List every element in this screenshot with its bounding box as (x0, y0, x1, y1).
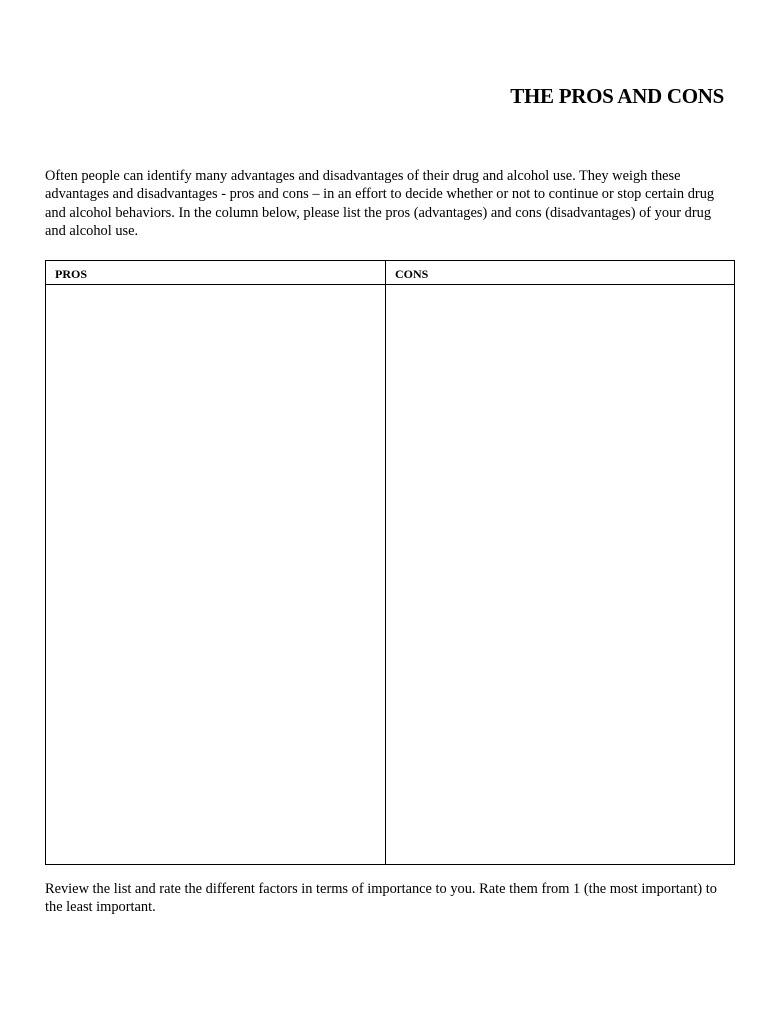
cons-header: CONS (395, 267, 429, 281)
intro-paragraph: Often people can identify many advantages and disadvantages of their drug and alcohol use. They weigh these advantages and disadvantages - pros and cons – in an effort to decide whether or not to continue or stop certain drug and alcohol behaviors. In the column below, please list the pros (advantages) and cons (disadvantages) of your drug and alcohol use. (45, 168, 715, 240)
cons-entry-area[interactable] (386, 285, 734, 864)
page-title: THE PROS AND CONS (510, 84, 724, 108)
pros-entry-area[interactable] (46, 285, 385, 864)
review-instructions: Review the list and rate the different factors in terms of importance to you. Rate them from 1 (the most important) to the least important. (45, 881, 717, 916)
pros-cons-table (45, 260, 735, 865)
pros-header: PROS (55, 267, 88, 281)
